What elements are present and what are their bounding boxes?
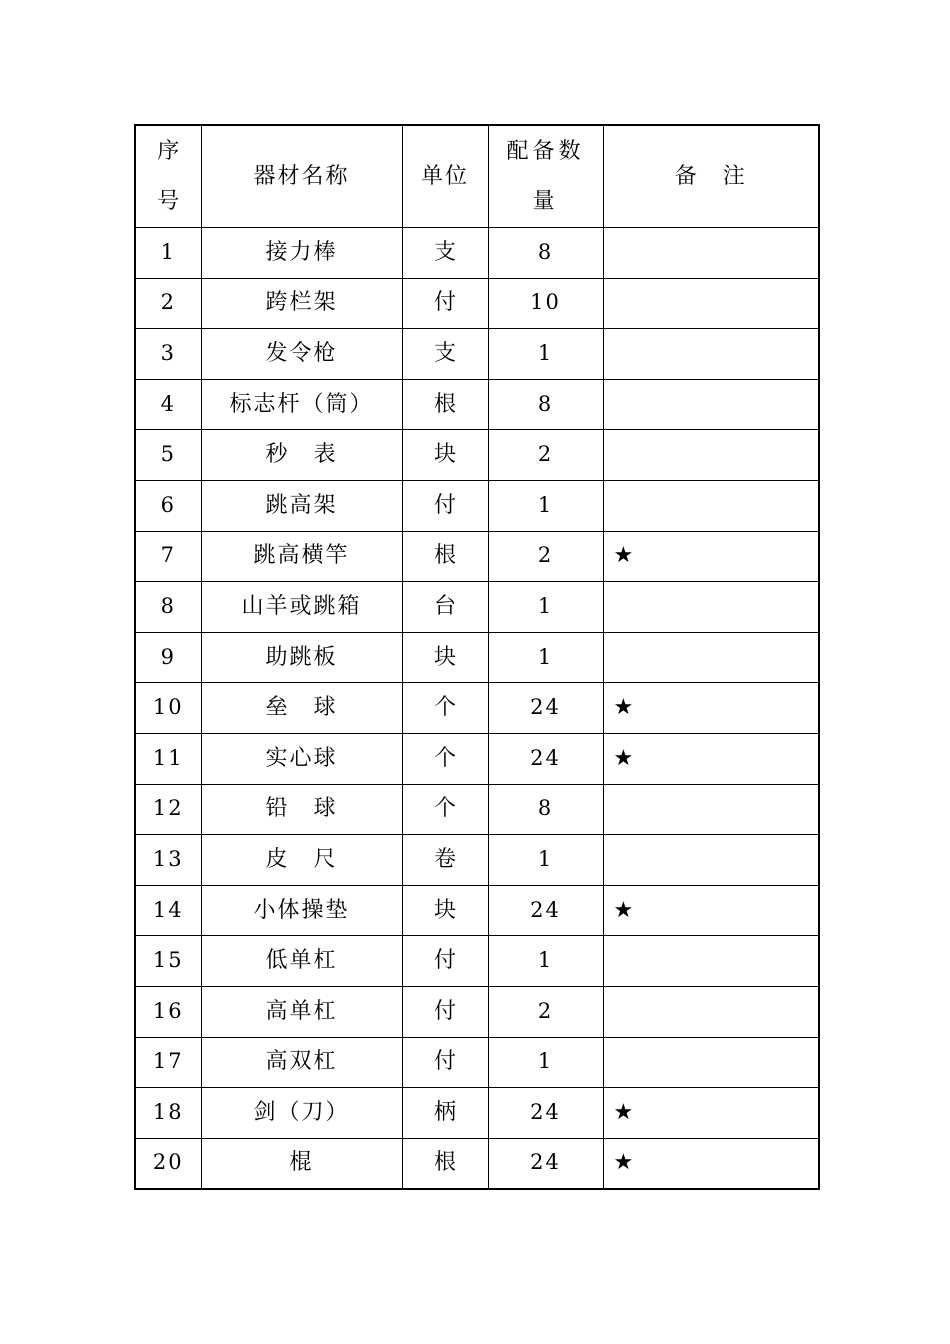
cell-unit-text: 台 xyxy=(433,593,456,619)
cell-name xyxy=(201,329,402,380)
cell-unit xyxy=(402,379,488,430)
cell-no xyxy=(135,329,201,380)
cell-unit-text: 个 xyxy=(433,796,456,822)
cell-qty xyxy=(488,1088,603,1139)
cell-name-text: 跳高横竿 xyxy=(253,543,350,569)
cell-no xyxy=(135,582,201,633)
cell-unit xyxy=(402,531,488,582)
cell-no-text: 17 xyxy=(152,1049,184,1074)
cell-name-text: 山羊或跳箱 xyxy=(241,593,362,619)
cell-note xyxy=(603,784,819,835)
cell-name-text: 实心球 xyxy=(265,745,338,771)
cell-qty-text: 1 xyxy=(537,948,554,973)
cell-unit-text: 个 xyxy=(433,745,456,771)
cell-unit xyxy=(402,430,488,481)
cell-unit xyxy=(402,278,488,329)
cell-note xyxy=(603,228,819,279)
cell-note xyxy=(603,480,819,531)
cell-name-text: 剑（刀） xyxy=(253,1099,350,1125)
cell-note xyxy=(603,733,819,784)
cell-name-text: 助跳板 xyxy=(265,644,338,670)
cell-name xyxy=(201,835,402,886)
cell-name xyxy=(201,632,402,683)
cell-note xyxy=(603,379,819,430)
star-icon: ★ xyxy=(613,1099,634,1125)
cell-note xyxy=(603,531,819,582)
cell-name xyxy=(201,1088,402,1139)
cell-qty-text: 1 xyxy=(537,1049,554,1074)
table-row xyxy=(135,1088,819,1139)
cell-unit xyxy=(402,835,488,886)
cell-no xyxy=(135,986,201,1037)
cell-qty xyxy=(488,531,603,582)
table-row xyxy=(135,480,819,531)
cell-unit-text: 支 xyxy=(433,239,456,265)
cell-name xyxy=(201,379,402,430)
cell-unit-text: 块 xyxy=(433,897,456,923)
cell-unit-text: 付 xyxy=(433,1049,456,1075)
table-row xyxy=(135,1037,819,1088)
cell-no xyxy=(135,936,201,987)
cell-no-text: 16 xyxy=(152,998,184,1023)
cell-no xyxy=(135,278,201,329)
cell-name xyxy=(201,531,402,582)
cell-no xyxy=(135,1138,201,1189)
cell-no xyxy=(135,228,201,279)
cell-qty xyxy=(488,582,603,633)
cell-name-text: 高双杠 xyxy=(265,1049,338,1075)
cell-name-text: 跨栏架 xyxy=(265,290,338,316)
table-row xyxy=(135,733,819,784)
cell-no-text: 3 xyxy=(160,340,176,365)
cell-note xyxy=(603,683,819,734)
cell-no-text: 5 xyxy=(160,442,176,467)
cell-no-text: 1 xyxy=(160,239,176,264)
cell-no xyxy=(135,784,201,835)
cell-note xyxy=(603,1088,819,1139)
table-row xyxy=(135,885,819,936)
cell-note xyxy=(603,582,819,633)
cell-no xyxy=(135,835,201,886)
table-row xyxy=(135,228,819,279)
cell-no xyxy=(135,531,201,582)
cell-no-text: 7 xyxy=(160,543,176,568)
cell-note xyxy=(603,1037,819,1088)
cell-qty xyxy=(488,430,603,481)
cell-unit-text: 块 xyxy=(433,644,456,670)
cell-no xyxy=(135,1037,201,1088)
table-row xyxy=(135,632,819,683)
cell-no-text: 18 xyxy=(152,1099,184,1124)
cell-no-text: 14 xyxy=(152,897,184,922)
star-icon: ★ xyxy=(613,897,634,923)
cell-qty-text: 2 xyxy=(537,543,554,568)
star-icon: ★ xyxy=(613,1150,634,1176)
cell-name xyxy=(201,784,402,835)
star-icon: ★ xyxy=(613,695,634,721)
cell-qty xyxy=(488,480,603,531)
cell-name xyxy=(201,733,402,784)
cell-note xyxy=(603,278,819,329)
cell-note xyxy=(603,632,819,683)
cell-qty xyxy=(488,1138,603,1189)
cell-no-text: 6 xyxy=(160,492,176,517)
table-row xyxy=(135,936,819,987)
table-row xyxy=(135,430,819,481)
table-row xyxy=(135,582,819,633)
table-body xyxy=(135,228,819,1190)
table-row xyxy=(135,986,819,1037)
cell-name xyxy=(201,480,402,531)
cell-unit xyxy=(402,733,488,784)
cell-name-text: 低单杠 xyxy=(265,948,338,974)
cell-qty xyxy=(488,329,603,380)
cell-unit-text: 柄 xyxy=(433,1099,456,1125)
cell-qty-text: 8 xyxy=(537,391,554,416)
table-row xyxy=(135,329,819,380)
cell-name xyxy=(201,683,402,734)
cell-no xyxy=(135,733,201,784)
cell-no xyxy=(135,632,201,683)
cell-no xyxy=(135,885,201,936)
cell-no-text: 9 xyxy=(160,644,176,669)
cell-qty xyxy=(488,986,603,1037)
cell-no-text: 11 xyxy=(152,745,184,770)
table-row xyxy=(135,278,819,329)
cell-qty-text: 1 xyxy=(537,340,554,365)
cell-name-text: 皮 尺 xyxy=(265,846,338,872)
cell-name xyxy=(201,1138,402,1189)
cell-qty-text: 2 xyxy=(537,442,554,467)
cell-no-text: 8 xyxy=(160,593,176,618)
cell-unit-text: 块 xyxy=(433,442,456,468)
cell-name-text: 垒 球 xyxy=(265,695,338,721)
table-row xyxy=(135,379,819,430)
cell-qty-text: 1 xyxy=(537,644,554,669)
cell-unit xyxy=(402,582,488,633)
cell-qty-text: 8 xyxy=(537,239,554,264)
table-row xyxy=(135,531,819,582)
cell-name xyxy=(201,582,402,633)
cell-name-text: 小体操垫 xyxy=(253,897,350,923)
table-row xyxy=(135,1138,819,1189)
cell-name-text: 标志杆（筒） xyxy=(229,391,374,417)
cell-qty-text: 8 xyxy=(537,796,554,821)
table-row xyxy=(135,683,819,734)
cell-note xyxy=(603,1138,819,1189)
cell-qty xyxy=(488,1037,603,1088)
cell-note xyxy=(603,936,819,987)
cell-name-text: 棍 xyxy=(289,1150,314,1176)
cell-name xyxy=(201,278,402,329)
table-row xyxy=(135,835,819,886)
cell-name-text: 发令枪 xyxy=(265,340,338,366)
cell-qty-text: 24 xyxy=(530,745,561,770)
cell-unit-text: 卷 xyxy=(433,846,456,872)
cell-unit xyxy=(402,632,488,683)
cell-unit-text: 付 xyxy=(433,290,456,316)
table-header xyxy=(135,125,819,228)
cell-unit xyxy=(402,228,488,279)
cell-no-text: 13 xyxy=(152,846,184,871)
cell-no-text: 2 xyxy=(160,290,176,315)
cell-qty-text: 24 xyxy=(530,1150,561,1175)
cell-no xyxy=(135,683,201,734)
header-qty: 配备数量 xyxy=(488,125,603,228)
cell-qty-text: 1 xyxy=(537,492,554,517)
cell-unit xyxy=(402,986,488,1037)
cell-name-text: 铅 球 xyxy=(265,796,338,822)
cell-qty xyxy=(488,835,603,886)
cell-qty-text: 1 xyxy=(537,846,554,871)
cell-note xyxy=(603,885,819,936)
cell-no xyxy=(135,379,201,430)
cell-unit-text: 付 xyxy=(433,998,456,1024)
cell-unit-text: 根 xyxy=(433,391,456,417)
cell-qty-text: 24 xyxy=(530,695,561,720)
header-row xyxy=(135,125,819,228)
cell-unit xyxy=(402,329,488,380)
cell-qty xyxy=(488,228,603,279)
cell-name xyxy=(201,986,402,1037)
cell-name-text: 秒 表 xyxy=(265,442,338,468)
cell-unit xyxy=(402,480,488,531)
cell-name xyxy=(201,1037,402,1088)
cell-qty xyxy=(488,683,603,734)
cell-unit xyxy=(402,784,488,835)
cell-no xyxy=(135,1088,201,1139)
cell-name-text: 接力棒 xyxy=(265,239,338,265)
cell-name xyxy=(201,936,402,987)
cell-note xyxy=(603,430,819,481)
cell-no xyxy=(135,480,201,531)
cell-note xyxy=(603,329,819,380)
cell-unit-text: 付 xyxy=(433,492,456,518)
cell-unit xyxy=(402,936,488,987)
cell-qty-text: 10 xyxy=(530,290,561,315)
cell-name-text: 跳高架 xyxy=(265,492,338,518)
cell-qty-text: 24 xyxy=(530,897,561,922)
cell-name xyxy=(201,228,402,279)
cell-qty xyxy=(488,936,603,987)
cell-note xyxy=(603,835,819,886)
cell-name xyxy=(201,885,402,936)
cell-no-text: 12 xyxy=(152,796,184,821)
cell-no-text: 15 xyxy=(152,948,184,973)
cell-unit-text: 支 xyxy=(433,340,456,366)
cell-unit xyxy=(402,1037,488,1088)
cell-qty xyxy=(488,278,603,329)
equipment-table xyxy=(134,124,820,1190)
cell-name xyxy=(201,430,402,481)
cell-qty xyxy=(488,885,603,936)
cell-qty-text: 2 xyxy=(537,998,554,1023)
cell-qty-text: 1 xyxy=(537,593,554,618)
cell-unit-text: 根 xyxy=(433,1150,456,1176)
header-no: 序号 xyxy=(135,125,201,228)
cell-qty-text: 24 xyxy=(530,1099,561,1124)
cell-no xyxy=(135,430,201,481)
star-icon: ★ xyxy=(613,543,634,569)
cell-no-text: 4 xyxy=(160,391,176,416)
cell-unit xyxy=(402,1088,488,1139)
cell-no-text: 10 xyxy=(152,695,184,720)
cell-name-text: 高单杠 xyxy=(265,998,338,1024)
header-name: 器材名称 xyxy=(201,125,402,228)
star-icon: ★ xyxy=(613,745,634,771)
table-row xyxy=(135,784,819,835)
cell-unit xyxy=(402,683,488,734)
cell-unit-text: 个 xyxy=(433,695,456,721)
cell-no-text: 20 xyxy=(152,1150,184,1175)
cell-unit-text: 根 xyxy=(433,543,456,569)
cell-qty xyxy=(488,784,603,835)
cell-qty xyxy=(488,632,603,683)
cell-unit-text: 付 xyxy=(433,948,456,974)
cell-note xyxy=(603,986,819,1037)
cell-qty xyxy=(488,379,603,430)
cell-unit xyxy=(402,1138,488,1189)
cell-qty xyxy=(488,733,603,784)
header-note: 备 注 xyxy=(603,125,819,228)
header-unit: 单位 xyxy=(402,125,488,228)
cell-unit xyxy=(402,885,488,936)
